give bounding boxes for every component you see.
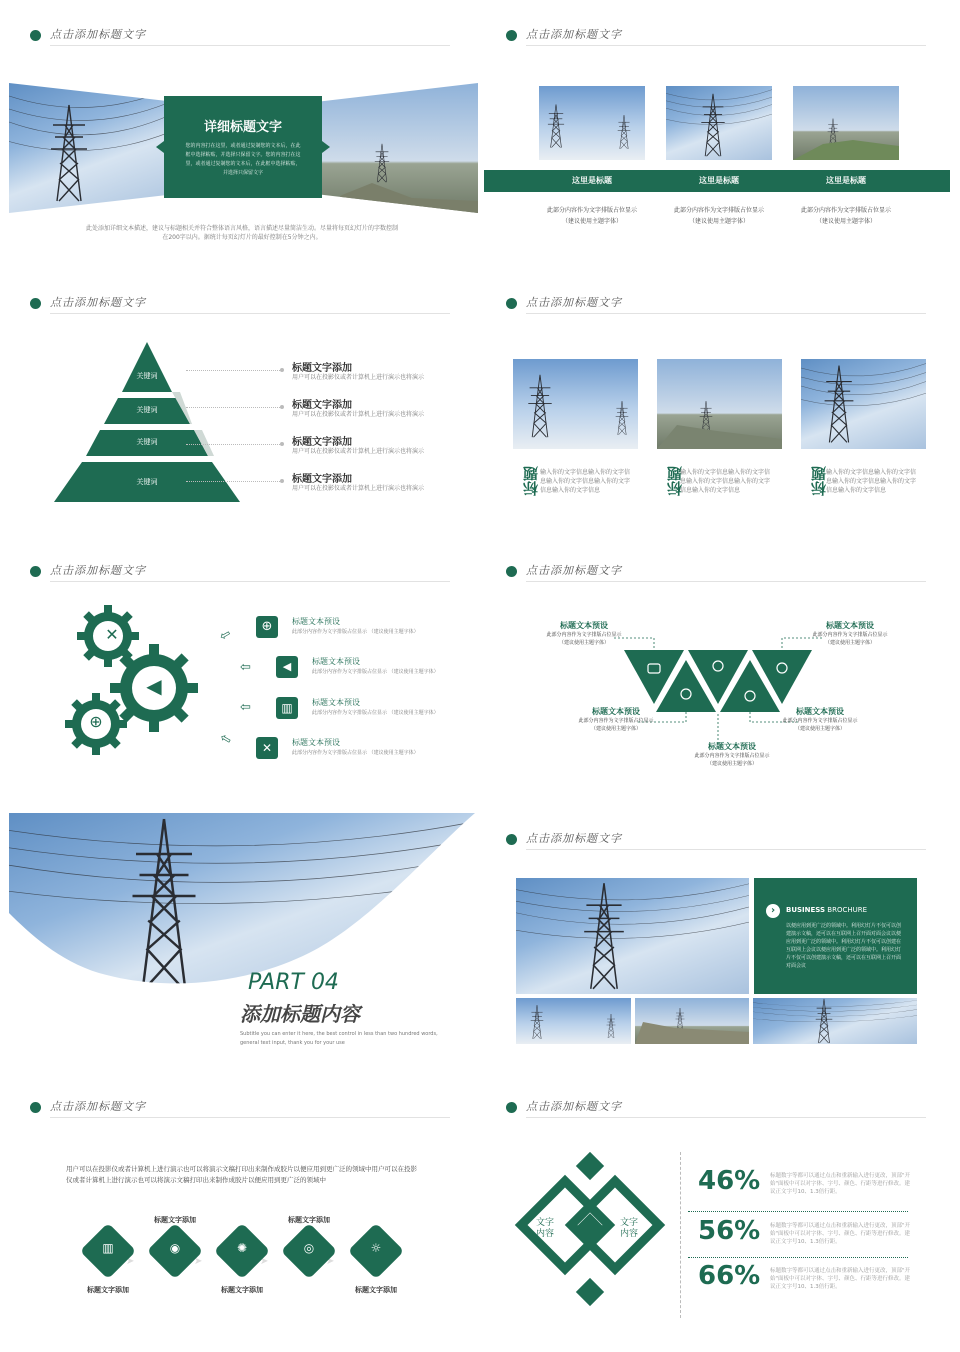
arrow-icon: ➤ xyxy=(126,1256,135,1267)
diamond-graphic xyxy=(506,1152,676,1308)
slide-process[interactable] xyxy=(6,1078,478,1340)
tri-item-5-body: 此部分内容作为文字排版占位显示 xyxy=(694,753,770,759)
brochure-body: 以便应用到更广泛的领域中。利用幻灯片不仅可以创建演示文稿，还可以在互联网上召开面对面会议以便应用到更广泛的领域中。利用幻灯片不仅可以创建在互联网上会议以便应用到更广泛的领域中。利用幻灯片不仅可以创建演示文稿，还可以在互联网上召开面对面会议 xyxy=(786,923,902,969)
crosshair-icon: ⊕ xyxy=(89,712,103,731)
item-body: 用户可以在投影仪或者计算机上进行演示也将演示 xyxy=(292,485,425,492)
photo-tower-left xyxy=(9,83,169,213)
arrow-icon: ⇦ xyxy=(240,700,251,715)
step-1-label: 标题文字添加 xyxy=(87,1286,129,1294)
hill-image xyxy=(657,417,782,449)
stat-body: 标题数字等都可以通过点击和重新输入进行更改，顶部"开始"面板中可以对字体、字号、颜色、行距等进行修改。建议正文字号10、1.3倍行距。 xyxy=(770,1268,911,1290)
gear-item-3 xyxy=(276,697,466,721)
header-dot xyxy=(30,1102,41,1113)
item-title: 标题文本预设 xyxy=(312,698,360,707)
step-4-label: 标题文字添加 xyxy=(288,1216,330,1224)
slide-photo-labels[interactable] xyxy=(482,274,954,536)
stat-row-3 xyxy=(692,1261,932,1301)
card-3-title: 这里是标题 xyxy=(826,176,866,185)
tri-item-3-note: （建议使用主题字体） xyxy=(590,726,641,732)
wires-image xyxy=(9,83,169,213)
gear-item-1 xyxy=(256,616,456,640)
photo-2 xyxy=(657,359,782,449)
label-3: 标题 xyxy=(810,466,828,496)
tri-item-1-title: 标题文本预设 xyxy=(560,621,608,630)
card-2-note: （建议使用主题字体） xyxy=(688,218,749,225)
tri-item-2-title: 标题文本预设 xyxy=(826,621,874,630)
brochure-heading xyxy=(786,906,867,914)
card-3-note: （建议使用主题字体） xyxy=(815,218,876,225)
box-title: 详细标题文字 xyxy=(203,120,282,135)
tri-item-3-body: 此部分内容作为文字排版占位显示 xyxy=(578,718,654,724)
tri-item-5-title: 标题文本预设 xyxy=(708,742,756,751)
slide-brochure[interactable] xyxy=(482,810,954,1072)
photo-3-text: 输入你的文字信息输入你的文字信息输入你的文字信息输入你的文字信息输入你的文字信息 xyxy=(826,469,917,494)
item-body: 此部分内容作为文字排版占位显示 （建议使用主题字体） xyxy=(292,750,419,756)
stat-body: 标题数字等都可以通过点击和重新输入进行更改，顶部"开始"面板中可以对字体、字号、颜色、行距等进行修改。建议正文字号10、1.3倍行距。 xyxy=(770,1223,911,1245)
card-2-body: 此部分内容作为文字排版占位显示 xyxy=(673,207,764,214)
header-title: 点击添加标题文字 xyxy=(50,28,146,41)
slide-header xyxy=(506,26,926,46)
megaphone-icon: ◀ xyxy=(146,674,162,698)
item-body: 此部分内容作为文字排版占位显示 （建议使用主题字体） xyxy=(292,629,419,635)
header-line xyxy=(50,313,450,314)
arrow-icon: ➤ xyxy=(194,1256,203,1267)
slide-part-04[interactable] xyxy=(6,810,478,1072)
stat-value: 66% xyxy=(698,1261,761,1291)
megaphone-icon: ◀ xyxy=(276,656,298,678)
header-title: 点击添加标题文字 xyxy=(526,1100,622,1113)
photo-card-2 xyxy=(666,86,772,160)
vertical-divider xyxy=(680,1152,681,1318)
header-line xyxy=(526,45,926,46)
slide-percent-stats[interactable] xyxy=(482,1078,954,1340)
card-1-note: （建议使用主题字体） xyxy=(561,218,622,225)
slide-header xyxy=(30,26,450,46)
tower-image xyxy=(617,108,631,156)
stat-divider xyxy=(688,1211,908,1212)
item-title: 标题文字添加 xyxy=(292,400,352,411)
aperture-icon: ✺ xyxy=(236,1241,248,1255)
arrow-icon: ➤ xyxy=(326,1256,335,1267)
part-number: PART 04 xyxy=(248,970,339,995)
connector-line xyxy=(186,407,282,408)
photo-tower-right xyxy=(322,83,478,213)
tools-icon: ✕ xyxy=(105,625,119,644)
pyramid-keyword-4: 关键词 xyxy=(136,478,158,486)
header-line xyxy=(50,581,450,582)
header-line xyxy=(526,849,926,850)
stat-row-2 xyxy=(692,1216,932,1256)
photo-3 xyxy=(801,359,926,449)
stat-divider xyxy=(688,1257,908,1258)
slide-header xyxy=(30,1098,450,1118)
connector-line xyxy=(186,481,282,482)
stat-value: 46% xyxy=(698,1166,761,1196)
slide-gears[interactable] xyxy=(6,542,478,804)
item-title: 标题文字添加 xyxy=(292,363,352,374)
hill-image xyxy=(793,136,899,160)
card-3-body: 此部分内容作为文字排版占位显示 xyxy=(800,207,891,214)
card-2-title: 这里是标题 xyxy=(699,176,739,185)
item-title: 标题文本预设 xyxy=(292,738,340,747)
section-title: 添加标题内容 xyxy=(240,1002,360,1026)
tri-item-5-note: （建议使用主题字体） xyxy=(706,761,757,767)
arrow-icon: ➤ xyxy=(260,1256,269,1267)
tower-image xyxy=(813,998,835,1044)
header-title: 点击添加标题文字 xyxy=(50,296,146,309)
tower-image xyxy=(527,365,553,447)
wires-image xyxy=(9,813,475,987)
target-icon: ◎ xyxy=(303,1241,315,1255)
stat-body: 标题数字等都可以通过点击和重新输入进行更改，顶部"开始"面板中可以对字体、字号、颜色、行距等进行修改。建议正文字号10、1.3倍行距。 xyxy=(770,1173,911,1195)
slide-header xyxy=(30,294,450,314)
pyramid-keyword-2: 关键词 xyxy=(136,406,158,414)
slide-header xyxy=(506,830,926,850)
slide-detail-title[interactable] xyxy=(6,6,478,268)
item-body: 此部分内容作为文字排版占位显示 （建议使用主题字体） xyxy=(312,669,439,675)
gears-graphic xyxy=(62,604,212,764)
pyramid-keyword-1: 关键词 xyxy=(136,372,158,380)
header-line xyxy=(526,1117,926,1118)
header-title: 点击添加标题文字 xyxy=(50,564,146,577)
brochure-heading-rest: BROCHURE xyxy=(825,906,868,914)
item-title: 标题文本预设 xyxy=(292,617,340,626)
slide-three-photos[interactable] xyxy=(482,6,954,268)
tower-image xyxy=(606,1008,616,1044)
tower-image xyxy=(547,96,565,156)
photo-2-text: 输入你的文字信息输入你的文字信息输入你的文字信息输入你的文字信息输入你的文字信息 xyxy=(680,469,771,494)
tri-item-2-note: （建议使用主题字体） xyxy=(824,640,875,646)
connector-dot xyxy=(280,442,284,446)
header-title: 点击添加标题文字 xyxy=(50,1100,146,1113)
connector-dot xyxy=(280,479,284,483)
header-dot xyxy=(506,30,517,41)
tower-image xyxy=(823,359,855,449)
wires-image xyxy=(801,359,926,449)
photo-card-1 xyxy=(539,86,645,160)
hill-image xyxy=(635,1018,749,1044)
thumb-photo-1 xyxy=(516,998,631,1044)
label-1: 标题 xyxy=(522,466,540,496)
photo-1-text: 输入你的文字信息输入你的文字信息输入你的文字信息输入你的文字信息输入你的文字信息 xyxy=(540,469,631,494)
header-dot xyxy=(30,566,41,577)
tower-image xyxy=(49,93,89,213)
tools-icon: ✕ xyxy=(256,737,278,759)
step-3-label: 标题文字添加 xyxy=(221,1286,263,1294)
tri-item-4-note: （建议使用主题字体） xyxy=(794,726,845,732)
header-dot xyxy=(506,834,517,845)
pyramid-item-1 xyxy=(186,358,446,388)
item-body: 用户可以在投影仪或者计算机上进行演示也将演示 xyxy=(292,374,425,381)
tri-item-4-title: 标题文本预设 xyxy=(796,707,844,716)
tri-item-3-title: 标题文本预设 xyxy=(592,707,640,716)
section-subtitle: Subtitle you can enter it here, the best control in less than two hundred words, general text input, thank you for your use xyxy=(240,1031,438,1046)
section-photo xyxy=(9,813,475,987)
left-label: 文字内容 xyxy=(535,1218,554,1239)
box-notch-left xyxy=(156,141,164,153)
arrow-icon: ⇦ xyxy=(216,730,234,749)
pyramid-item-2 xyxy=(186,395,446,425)
slide-pyramid[interactable] xyxy=(6,274,478,536)
tower-image xyxy=(530,1000,544,1044)
cursor-icon: ◉ xyxy=(169,1241,181,1255)
tri-item-4-body: 此部分内容作为文字排版占位显示 xyxy=(782,718,858,724)
label-2: 标题 xyxy=(666,466,684,496)
connector-dot xyxy=(280,405,284,409)
tri-item-1-body: 此部分内容作为文字排版占位显示 xyxy=(546,632,622,638)
intro-text: 用户可以在投影仪或者计算机上进行演示也可以将演示文稿打印出来制作成胶片以便应用到更广泛的领域中用户可以在投影仪或者计算机上进行演示也可以将演示文稿打印出来制作成胶片以便应用到更广泛的领域中 xyxy=(66,1165,417,1184)
tower-image xyxy=(582,878,626,994)
item-body: 用户可以在投影仪或者计算机上进行演示也将演示 xyxy=(292,448,425,455)
header-title: 点击添加标题文字 xyxy=(526,296,622,309)
wires-image xyxy=(753,998,917,1044)
slide-header xyxy=(506,1098,926,1118)
header-title: 点击添加标题文字 xyxy=(526,28,622,41)
right-label: 文字内容 xyxy=(619,1218,638,1239)
thumb-photo-2 xyxy=(635,998,749,1044)
title-box xyxy=(164,96,322,198)
header-dot xyxy=(30,298,41,309)
card-1-title: 这里是标题 xyxy=(572,176,612,185)
tower-image xyxy=(615,389,629,447)
lightbulb-icon: ☼ xyxy=(370,1241,382,1255)
photo-1 xyxy=(513,359,638,449)
tri-item-1-note: （建议使用主题字体） xyxy=(558,640,609,646)
brochure-panel xyxy=(754,878,917,994)
header-dot xyxy=(30,30,41,41)
chart-icon: ▥ xyxy=(102,1241,114,1255)
connector-line xyxy=(186,370,282,371)
arrow-icon: ⇦ xyxy=(240,660,251,675)
tri-item-2-body: 此部分内容作为文字排版占位显示 xyxy=(812,632,888,638)
pyramid-item-4 xyxy=(186,469,446,499)
slide-header xyxy=(30,562,450,582)
item-title: 标题文字添加 xyxy=(292,437,352,448)
header-line xyxy=(526,313,926,314)
step-5-label: 标题文字添加 xyxy=(355,1286,397,1294)
stat-value: 56% xyxy=(698,1216,761,1246)
thumb-photo-3 xyxy=(753,998,917,1044)
crosshair-icon: ⊕ xyxy=(256,616,278,638)
slide-description: 此处添加详细文本描述，建议与标题相关并符合整体语言风格，语言描述尽量简洁生动。尽量将每页幻灯片的字数控制在200字以内。据统计每页幻灯片的最好控制在5分钟之内。 xyxy=(86,225,399,241)
arrow-icon: ⇦ xyxy=(216,626,234,645)
slide-header xyxy=(506,294,926,314)
card-1-body: 此部分内容作为文字排版占位显示 xyxy=(546,207,637,214)
chevron-right-icon: › xyxy=(766,904,780,918)
item-title: 标题文字添加 xyxy=(292,474,352,485)
item-body: 用户可以在投影仪或者计算机上进行演示也将演示 xyxy=(292,411,425,418)
header-line xyxy=(50,1117,450,1118)
main-photo xyxy=(516,878,749,994)
box-notch-right xyxy=(322,141,330,153)
connector-dot xyxy=(280,368,284,372)
brochure-heading-bold: BUSINESS xyxy=(786,906,826,914)
box-body: 您的内容打在这里，或者通过复制您的文本后，在此框中选择粘贴，并选择只保留文字。您的内容打在这里，或者通过复制您的文本后，在此框中选择粘贴，并选择只保留文字 xyxy=(185,143,301,176)
wires-image xyxy=(516,878,749,994)
header-dot xyxy=(506,1102,517,1113)
header-dot xyxy=(506,298,517,309)
pyramid-item-3 xyxy=(186,432,446,462)
header-line xyxy=(50,45,450,46)
trash-icon: ▥ xyxy=(276,697,298,719)
slide-triangles[interactable] xyxy=(482,542,954,804)
step-2-label: 标题文字添加 xyxy=(154,1216,196,1224)
pyramid-keyword-3: 关键词 xyxy=(136,438,158,446)
item-body: 此部分内容作为文字排版占位显示 （建议使用主题字体） xyxy=(312,710,439,716)
header-title: 点击添加标题文字 xyxy=(526,832,622,845)
header-title: 点击添加标题文字 xyxy=(526,564,622,577)
tower-image xyxy=(129,813,199,993)
connector-line xyxy=(186,444,282,445)
gear-item-4 xyxy=(256,737,456,761)
photo-card-3 xyxy=(793,86,899,160)
gear-item-2 xyxy=(276,656,466,680)
tower-image xyxy=(700,90,726,160)
stat-row-1 xyxy=(692,1166,932,1206)
item-title: 标题文本预设 xyxy=(312,657,360,666)
hill-image xyxy=(322,173,478,213)
